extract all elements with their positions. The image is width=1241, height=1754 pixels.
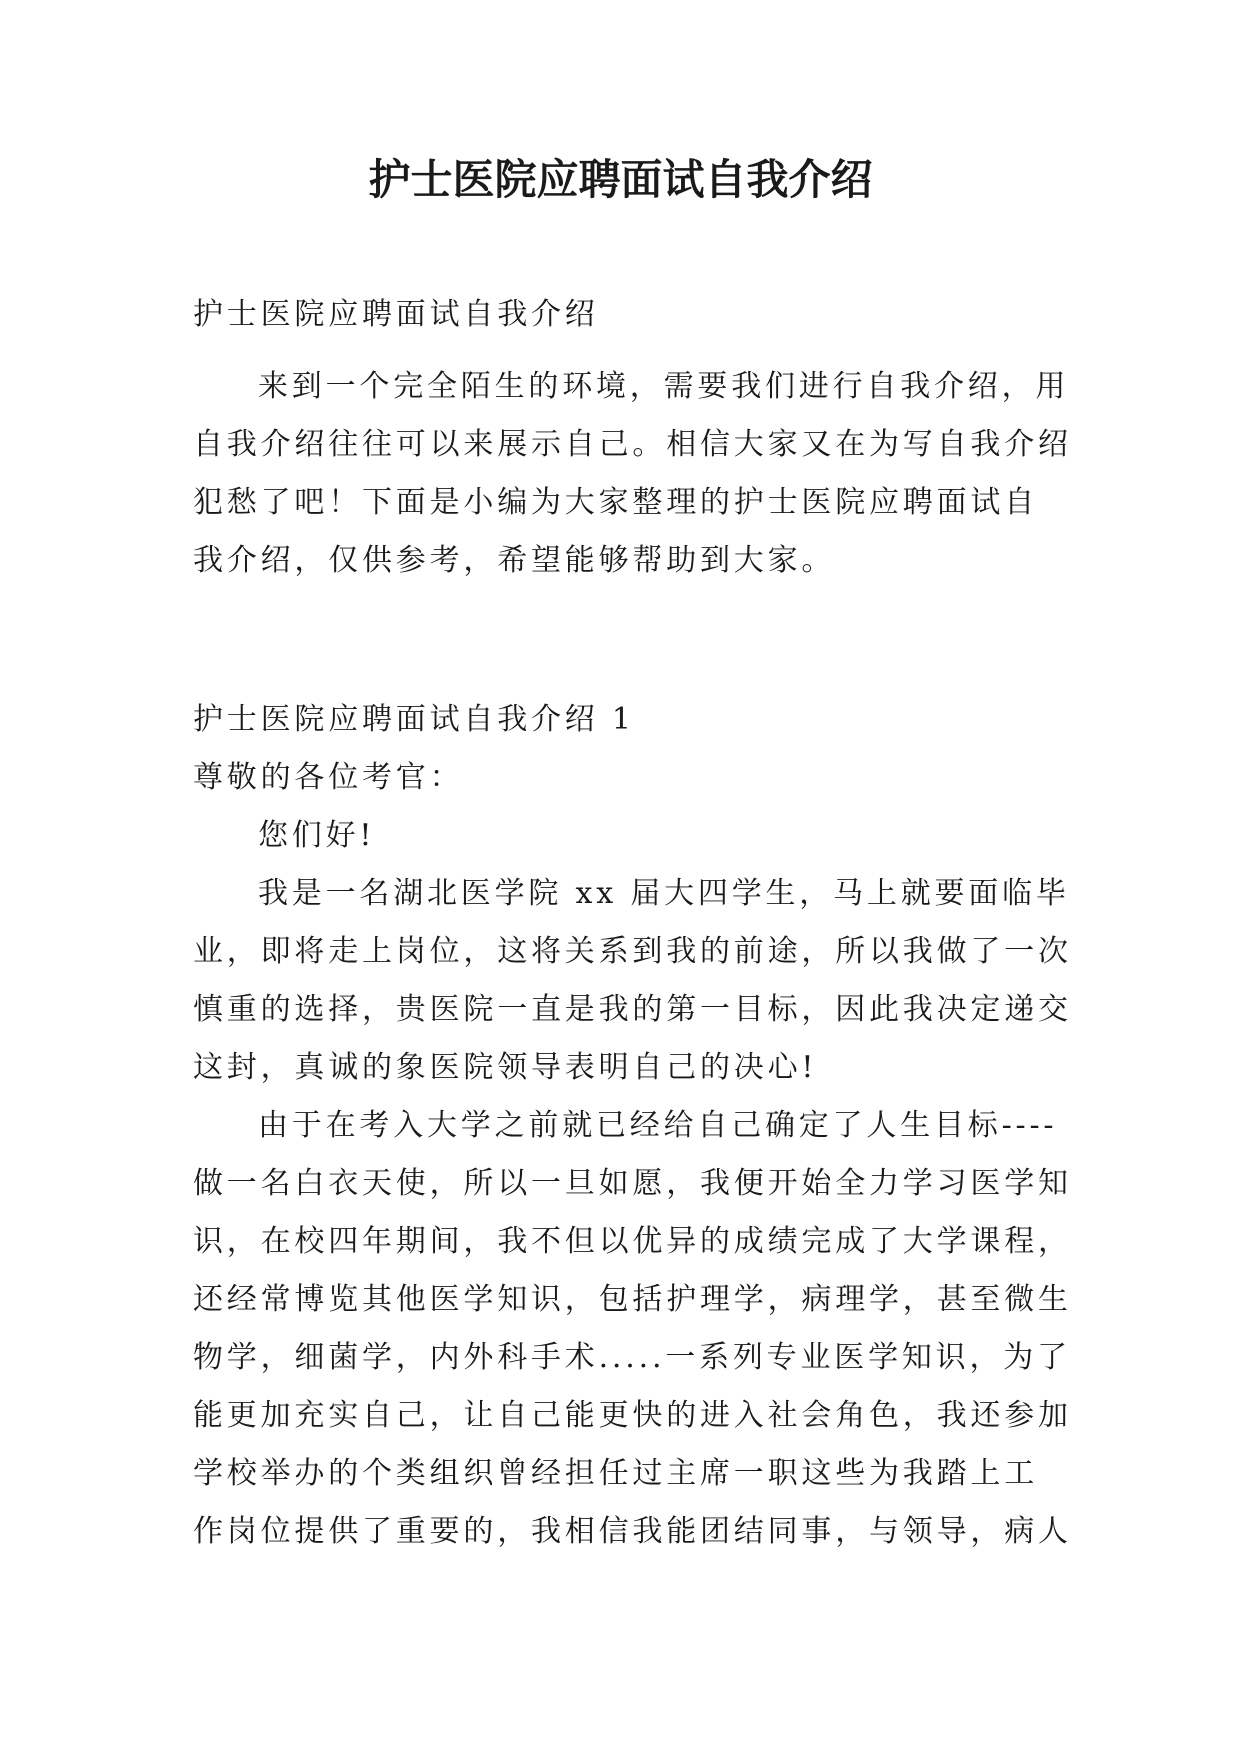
document-subtitle: 护士医院应聘面试自我介绍 (193, 297, 599, 332)
paragraph-line: 业，即将走上岗位，这将关系到我的前途，所以我做了一次 (193, 934, 1072, 969)
paragraph-line: 做一名白衣天使，所以一旦如愿，我便开始全力学习医学知 (193, 1166, 1072, 1201)
paragraph-line: 物学，细菌学，内外科手术.....一系列专业医学知识，为了 (193, 1340, 1071, 1375)
paragraph-line: 慎重的选择，贵医院一直是我的第一目标，因此我决定递交 (193, 992, 1072, 1027)
paragraph-line: 我是一名湖北医学院 xx 届大四学生，马上就要面临毕 (258, 876, 1070, 911)
greeting: 您们好! (258, 818, 376, 853)
paragraph-line: 由于在考入大学之前就已经给自己确定了人生目标---- (258, 1108, 1058, 1143)
paragraph-line: 能更加充实自己，让自己能更快的进入社会角色，我还参加 (193, 1398, 1072, 1433)
section-heading: 护士医院应聘面试自我介绍 1 (193, 702, 635, 737)
document-title: 护士医院应聘面试自我介绍 (368, 155, 873, 204)
paragraph-line: 作岗位提供了重要的，我相信我能团结同事，与领导，病人 (193, 1514, 1072, 1549)
paragraph-line: 学校举办的个类组织曾经担任过主席一职这些为我踏上工 (193, 1456, 1038, 1491)
intro-line: 我介绍，仅供参考，希望能够帮助到大家。 (193, 543, 836, 578)
intro-line: 犯愁了吧！下面是小编为大家整理的护士医院应聘面试自 (193, 485, 1038, 520)
intro-line: 来到一个完全陌生的环境，需要我们进行自我介绍，用 (258, 369, 1070, 404)
paragraph-line: 还经常博览其他医学知识，包括护理学，病理学，甚至微生 (193, 1282, 1072, 1317)
paragraph-line: 识，在校四年期间，我不但以优异的成绩完成了大学课程， (193, 1224, 1072, 1259)
paragraph-line: 这封，真诚的象医院领导表明自己的决心! (193, 1050, 818, 1085)
intro-line: 自我介绍往往可以来展示自己。相信大家又在为写自我介绍 (193, 427, 1072, 462)
salutation: 尊敬的各位考官： (193, 760, 464, 795)
